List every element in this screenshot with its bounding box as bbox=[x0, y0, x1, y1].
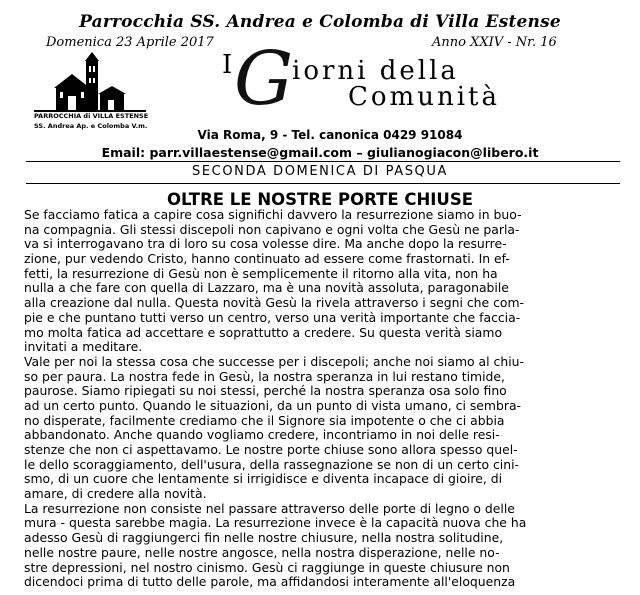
parish-name: Parrocchia SS. Andrea e Colomba di Villa Estense bbox=[79, 12, 561, 32]
article-line: La resurrezione non consiste nel passare attraverso delle porte di legno o delle bbox=[24, 501, 515, 516]
article-line: pie e che puntano tutti verso un centro, verso una verità importante che faccia- bbox=[24, 310, 521, 325]
article-line: amare, di credere alla novità. bbox=[24, 487, 207, 502]
article-line: va si interrogavano tra di loro su cosa volesse dire. Ma anche dopo la resurre- bbox=[24, 237, 507, 252]
article-line: stenze che non ci aspettavamo. Le nostre porte chiuse sono allora spesso quel- bbox=[24, 443, 518, 457]
article-line: abbandonato. Anche quando vogliamo credere, incontriamo in noi delle resi- bbox=[24, 428, 500, 443]
article-line: na compagnia. Gli stessi discepoli non capivano e ogni volta che Gesù ne parla- bbox=[24, 222, 520, 237]
issue-number: Anno XXIV - Nr. 16 bbox=[432, 35, 557, 50]
masthead-initial: G bbox=[234, 36, 294, 122]
article-line: smo, di un cuore che lentamente si irrigidisce e diventa incapace di gioire, di bbox=[24, 472, 503, 487]
article-body bbox=[24, 208, 624, 590]
masthead-line2: Comunità bbox=[348, 82, 500, 112]
masthead-line1: iorni della bbox=[292, 56, 459, 86]
masthead-article: I bbox=[222, 50, 233, 80]
article-line: zione, pur vedendo Cristo, hanno continuato ad essere come frastornati. In ef- bbox=[24, 252, 510, 267]
article-title: OLTRE LE NOSTRE PORTE CHIUSE bbox=[167, 190, 473, 209]
article-line: no disperate, facilmente crediamo che il Signore sia impotente o che ci abbia bbox=[24, 413, 505, 428]
article-line: so per paura. La nostra fede in Gesù, la nostra speranza in lui restano timide, bbox=[24, 369, 505, 384]
article-line: ad un certo punto. Quando le situazioni, da un punto di vista umano, ci sembra- bbox=[24, 398, 522, 413]
article-line: nulla a che fare con quella di Lazzaro, ma è una novità assoluta, paragonabile bbox=[24, 281, 509, 296]
church-bell-tower-icon bbox=[30, 52, 150, 112]
address-phone: Via Roma, 9 - Tel. canonica 0429 91084 bbox=[197, 128, 463, 142]
article-line: alla creazione dal nulla. Questa novità Gesù la rivela attraverso i segni che com- bbox=[24, 296, 525, 311]
logo-subcaption: SS. Andrea Ap. e Colomba V.m. bbox=[34, 122, 148, 130]
divider-bottom bbox=[26, 183, 620, 184]
email-contacts: Email: parr.villaestense@gmail.com – giulianogiacon@libero.it bbox=[101, 145, 539, 160]
article-line: mo molta fatica ad accettare e soprattutto a credere. Su questa verità siamo bbox=[24, 325, 503, 340]
article-line: fetti, la resurrezione di Gesù non è semplicemente il ritorno alla vita, non ha bbox=[24, 266, 498, 281]
article-line: Vale per noi la stessa cosa che successe per i discepoli; anche noi siamo al chiu- bbox=[24, 354, 524, 369]
article-line: mura - questa sarebbe magia. La resurrezione invece è la capacità nuova che ha bbox=[24, 516, 527, 531]
article-line: le dello scoraggiamento, dell'usura, della rassegnazione se non di un certo cini- bbox=[24, 457, 520, 472]
parish-logo bbox=[30, 52, 150, 140]
logo-caption: PARROCCHIA di VILLA ESTENSE bbox=[34, 112, 149, 120]
article-line: dicendoci prima di tutto delle parole, ma affidandosi interamente all'eloquenza bbox=[24, 575, 516, 590]
article-line: adesso Gesù di raggiungerci fin nelle nostre chiusure, nella nostra solitudine, bbox=[24, 531, 504, 546]
article-line: invitati a meditare. bbox=[24, 340, 143, 355]
article-line: paurose. Siamo ripiegati su noi stessi, perché la nostra speranza osa solo fino bbox=[24, 384, 507, 399]
article-line: nelle nostre paure, nelle nostre angosce, nella nostra disperazione, nelle no- bbox=[24, 545, 500, 560]
article-line: Se facciamo fatica a capire cosa significhi davvero la resurrezione siamo in buo- bbox=[24, 208, 522, 222]
divider-top bbox=[26, 161, 620, 162]
article-line: stre depressioni, nel nostro cinismo. Gesù ci raggiunge in queste chiusure non bbox=[24, 560, 510, 575]
liturgical-heading: SECONDA DOMENICA DI PASQUA bbox=[191, 164, 448, 179]
issue-date: Domenica 23 Aprile 2017 bbox=[46, 35, 214, 50]
